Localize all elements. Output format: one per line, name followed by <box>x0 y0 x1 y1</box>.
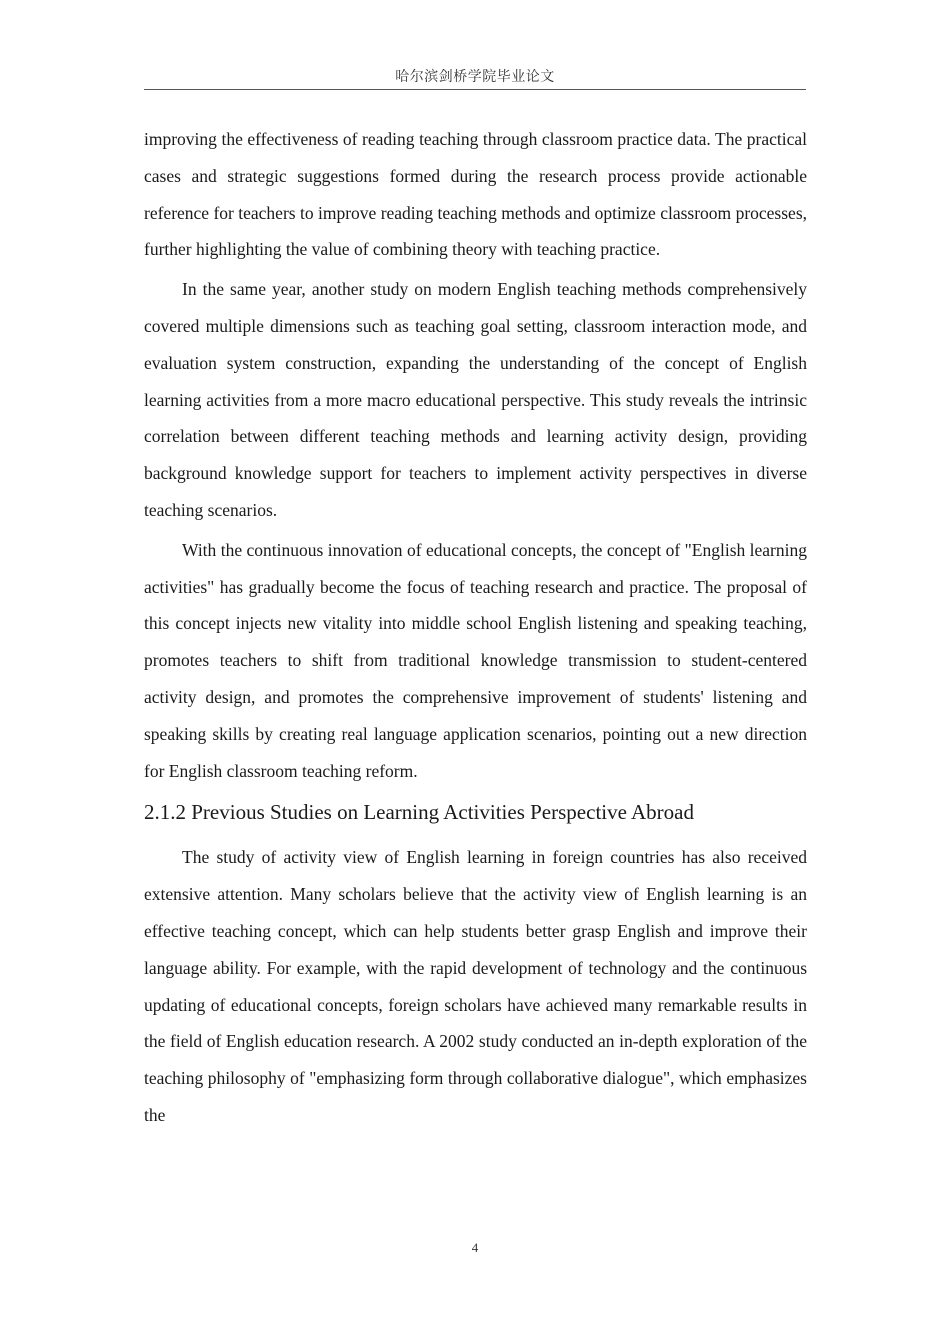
paragraph-continued: improving the effectiveness of reading teaching through classroom practice data. The practical cases and strategic suggestions formed during the research process provide actionable reference for teachers to improve reading teaching methods and optimize classroom processes, further highlighting the value of combining theory with teaching practice. <box>144 129 807 260</box>
paragraph: The study of activity view of English learning in foreign countries has also received extensive attention. Many scholars believe that the activity view of English learning is an effective teaching concept, which can help students better grasp English and improve their language ability. For example, with the rapid development of technology and the continuous updating of educational concepts, foreign scholars have achieved many remarkable results in the field of English education research. A 2002 study conducted an in-depth exploration of the teaching philosophy of "emphasizing form through collaborative dialogue", which emphasizes the <box>144 847 807 1125</box>
paragraph: With the continuous innovation of educational concepts, the concept of "English learning activities" has gradually become the focus of teaching research and practice. The proposal of this concept injects new vitality into middle school English listening and speaking teaching, promotes teachers to shift from traditional knowledge transmission to student-centered activity design, and promotes the comprehensive improvement of students' listening and speaking skills by creating real language application scenarios, pointing out a new direction for English classroom teaching reform. <box>144 539 807 781</box>
section-heading: 2.1.2 Previous Studies on Learning Activities Perspective Abroad <box>144 800 694 825</box>
paragraph: In the same year, another study on modern English teaching methods comprehensively covered multiple dimensions such as teaching goal setting, classroom interaction mode, and evaluation system construction, expanding the understanding of the concept of English learning activities from a more macro educational perspective. This study reveals the intrinsic correlation between different teaching methods and learning activity design, providing background knowledge support for teachers to implement activity perspectives in diverse teaching scenarios. <box>144 279 807 520</box>
page-number: 4 <box>471 1240 479 1255</box>
header-rule <box>144 89 806 90</box>
body-text <box>144 121 807 1134</box>
running-header: 哈尔滨剑桥学院毕业论文 <box>395 70 555 85</box>
